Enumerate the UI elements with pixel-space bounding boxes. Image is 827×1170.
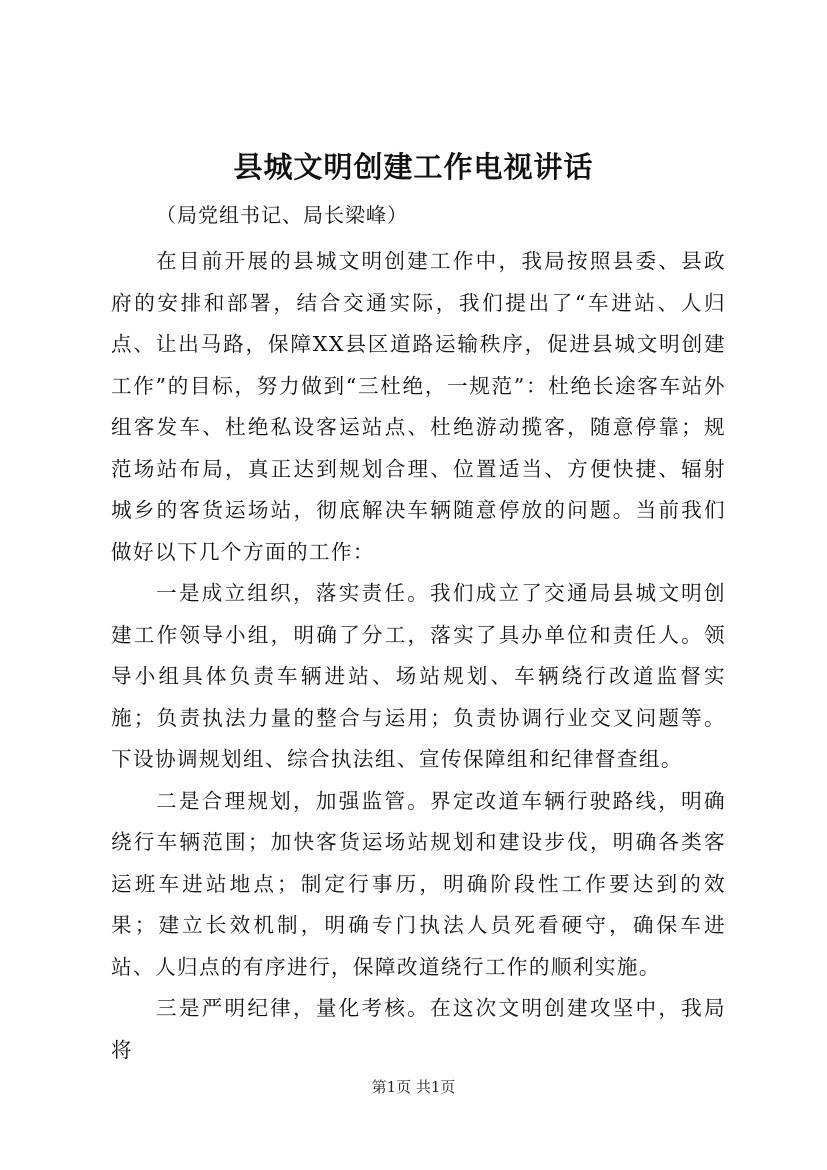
paragraph-organization: 一是成立组织，落实责任。我们成立了交通局县城文明创建工作领导小组，明确了分工，落实了具办单位和责任人。领导小组具体负责车辆进站、场站规划、车辆绕行改道监督实施；负责执法力量的整合与运用；负责协调行业交叉问题等。下设协调规划组、综合执法组、宣传保障组和纪律督查组。 bbox=[111, 581, 726, 771]
document-title: 县城文明创建工作电视讲话 bbox=[233, 150, 594, 184]
document-byline: （局党组书记、局长梁峰） bbox=[156, 203, 408, 227]
paragraph-discipline: 三是严明纪律，量化考核。在这次文明创建攻坚中，我局将 bbox=[111, 996, 726, 1062]
paragraph-intro: 在目前开展的县城文明创建工作中，我局按照县委、县政府的安排和部署，结合交通实际，我们提出了“车进站、人归点、让出马路，保障XX县区道路运输秩序，促进县城文明创建工作”的目标，努力做到“三杜绝，一规范”：杜绝长途客车站外组客发车、杜绝私设客运站点、杜绝游动揽客，随意停靠；规范场站布局，真正达到规划合理、位置适当、方便快捷、辐射城乡的客货运场站，彻底解决车辆随意停放的问题。当前我们做好以下几个方面的工作： bbox=[111, 249, 726, 564]
page-footer: 第1页 共1页 bbox=[371, 1078, 456, 1096]
document-body bbox=[111, 241, 726, 1071]
paragraph-planning: 二是合理规划，加强监管。界定改道车辆行驶路线，明确绕行车辆范围；加快客货运场站规划和建设步伐，明确各类客运班车进站地点；制定行事历，明确阶段性工作要达到的效果；建立长效机制，明确专门执法人员死看硬守，确保车进站、人归点的有序进行，保障改道绕行工作的顺利实施。 bbox=[111, 788, 726, 979]
